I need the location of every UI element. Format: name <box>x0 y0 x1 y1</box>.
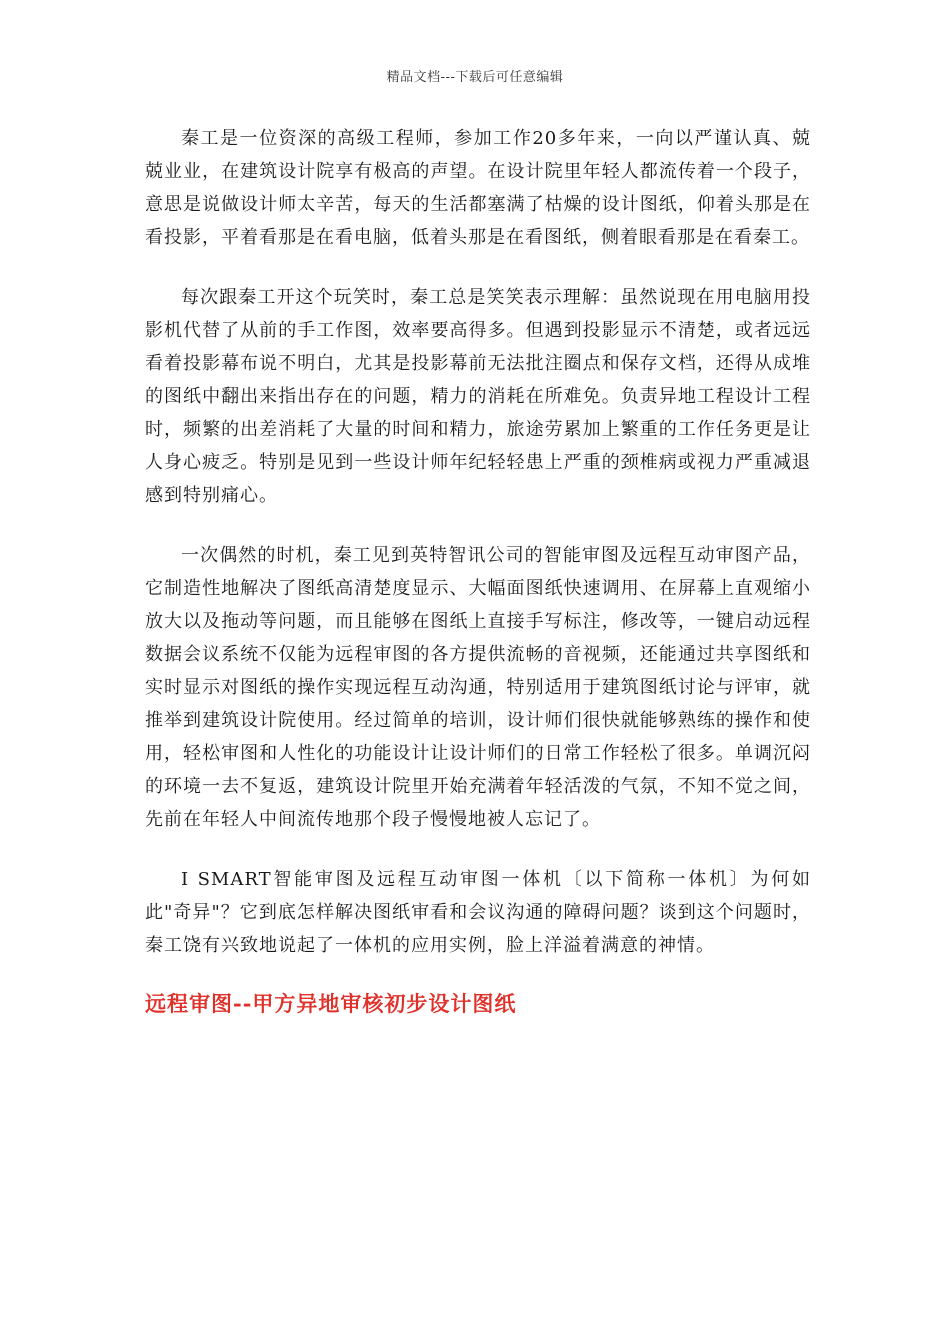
paragraph-4: I SMART智能审图及远程互动审图一体机〔以下简称一体机〕为何如此"奇异"？它到底怎样解决图纸审看和会议沟通的障碍问题？谈到这个问题时，秦工饶有兴致地说起了一体机的应用实例，脸上洋溢着满意的神情。 <box>145 869 811 956</box>
paragraph-2: 每次跟秦工开这个玩笑时，秦工总是笑笑表示理解：虽然说现在用电脑用投影机代替了从前的手工作图，效率要高得多。但遇到投影显示不清楚，或者远远看着投影幕布说不明白，尤其是投影幕前无法批注圈点和保存文档，还得从成堆的图纸中翻出来指出存在的问题，精力的消耗在所难免。负责异地工程设计工程时，频繁的出差消耗了大量的时间和精力，旅途劳累加上繁重的工作任务更是让人身心疲乏。特别是见到一些设计师年纪轻轻患上严重的颈椎病或视力严重减退感到特别痛心。 <box>145 287 811 506</box>
paragraph-1: 秦工是一位资深的高级工程师，参加工作20多年来，一向以严谨认真、兢兢业业，在建筑设计院享有极高的声望。在设计院里年轻人都流传着一个段子，意思是说做设计师太辛苦，每天的生活都塞满了枯燥的设计图纸，仰着头那是在看投影，平着看那是在看电脑，低着头那是在看图纸，侧着眼看那是在看秦工。 <box>145 128 811 248</box>
paragraph-3: 一次偶然的时机，秦工见到英特智讯公司的智能审图及远程互动审图产品，它制造性地解决了图纸高清楚度显示、大幅面图纸快速调用、在屏幕上直观缩小放大以及拖动等问题，而且能够在图纸上直接手写标注，修改等，一键启动远程数据会议系统不仅能为远程审图的各方提供流畅的音视频，还能通过共享图纸和实时显示对图纸的操作实现远程互动沟通，特别适用于建筑图纸讨论与评审，就推举到建筑设计院使用。经过简单的培训，设计师们很快就能够熟练的操作和使用，轻松审图和人性化的功能设计让设计师们的日常工作轻松了很多。单调沉闷的环境一去不复返，建筑设计院里开始充满着年轻活泼的气氛，不知不觉之间，先前在年轻人中间流传地那个段子慢慢地被人忘记了。 <box>145 545 811 830</box>
section-heading: 远程审图--甲方异地审核初步设计图纸 <box>145 991 517 1016</box>
page-header: 精品文档---下载后可任意编辑 <box>386 70 564 85</box>
document-body <box>145 122 811 1019</box>
